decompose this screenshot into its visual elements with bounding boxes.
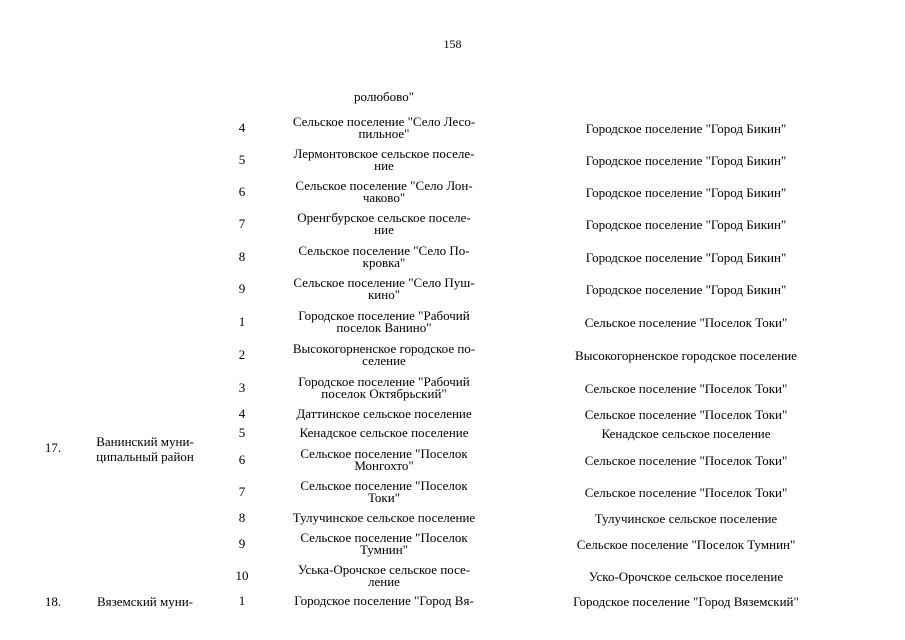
administrative-center: Сельское поселение "Поселок Токи"	[584, 380, 788, 396]
administrative-center: Городское поселение "Город Бикин"	[585, 120, 787, 136]
row-number: 6	[238, 184, 246, 199]
table-row	[0, 373, 905, 403]
district-number: 18.	[44, 594, 62, 609]
administrative-center: Сельское поселение "Поселок Токи"	[584, 484, 788, 500]
table-row	[0, 509, 905, 527]
district-number: 17.	[44, 440, 62, 455]
table-row	[0, 145, 905, 175]
row-number: 7	[238, 216, 246, 231]
row-number: 1	[238, 593, 246, 608]
row-number: 7	[238, 484, 246, 499]
settlement-name: Сельское поселение "Село Пуш- кино"	[293, 274, 475, 302]
table-row	[0, 242, 905, 272]
table-row	[0, 113, 905, 143]
settlement-name: Сельское поселение "Село Лесо- пильное"	[292, 113, 476, 141]
settlement-name: Сельское поселение "Поселок Тумнин"	[300, 529, 468, 557]
district-name: Ванинский муни- ципальный район	[96, 434, 194, 464]
settlement-name: Уська-Орочское сельское посе- ление	[297, 561, 471, 589]
row-number: 9	[238, 281, 246, 296]
administrative-center: Высокогорненское городское поселение	[575, 347, 797, 363]
settlement-name: Кенадское сельское поселение	[299, 424, 469, 440]
settlement-name: Городское поселение "Рабочий поселок Ванино"	[298, 307, 470, 335]
settlement-name: Сельское поселение "Село Лон- чаково"	[295, 177, 473, 205]
row-number: 3	[238, 380, 246, 395]
administrative-center: Городское поселение "Город Бикин"	[585, 249, 787, 265]
settlement-name: Даттинское сельское поселение	[296, 405, 472, 421]
settlement-name: Городское поселение "Рабочий поселок Октябрьский"	[298, 373, 470, 401]
row-number: 8	[238, 510, 246, 525]
row-number: 5	[238, 152, 246, 167]
table-row	[0, 177, 905, 207]
administrative-center: Сельское поселение "Поселок Тумнин"	[576, 536, 796, 552]
table-row	[0, 209, 905, 239]
table-row	[0, 307, 905, 337]
table-row	[0, 340, 905, 370]
administrative-center: Городское поселение "Город Бикин"	[585, 152, 787, 168]
table-row	[0, 561, 905, 591]
administrative-center: Городское поселение "Город Вяземский"	[573, 593, 799, 609]
row-number: 5	[238, 425, 246, 440]
settlement-name: Тулучинское сельское поселение	[292, 509, 476, 525]
administrative-center: Тулучинское сельское поселение	[594, 510, 778, 526]
settlement-name: Городское поселение "Город Вя-	[294, 592, 474, 608]
district-name: Вяземский муни-	[96, 594, 193, 609]
administrative-center: Сельское поселение "Поселок Токи"	[584, 314, 788, 330]
row-number: 6	[238, 452, 246, 467]
row-number: 4	[238, 120, 246, 135]
administrative-center: Сельское поселение "Поселок Токи"	[584, 452, 788, 468]
row-number: 10	[235, 568, 249, 583]
row-number: 1	[238, 314, 246, 329]
page-number: 158	[443, 37, 462, 51]
administrative-center: Уско-Орочское сельское поселение	[588, 568, 784, 584]
row-number: 8	[238, 249, 246, 264]
table-row	[0, 477, 905, 507]
table-row	[0, 405, 905, 423]
continuation-text: ролюбово"	[354, 89, 414, 104]
table-row	[0, 274, 905, 304]
administrative-center: Городское поселение "Город Бикин"	[585, 216, 787, 232]
settlement-name: Оренгбурское сельское поселе- ние	[297, 209, 471, 237]
settlement-name: Сельское поселение "Село По- кровка"	[298, 242, 470, 270]
settlement-name: Лермонтовское сельское поселе- ние	[293, 145, 475, 173]
administrative-center: Городское поселение "Город Бикин"	[585, 281, 787, 297]
administrative-center: Кенадское сельское поселение	[601, 425, 771, 441]
administrative-center: Сельское поселение "Поселок Токи"	[584, 406, 788, 422]
row-number: 4	[238, 406, 246, 421]
settlement-name: Сельское поселение "Поселок Токи"	[300, 477, 468, 505]
row-number: 2	[238, 347, 246, 362]
row-number: 9	[238, 536, 246, 551]
administrative-center: Городское поселение "Город Бикин"	[585, 184, 787, 200]
settlement-name: Высокогорненское городское по- селение	[292, 340, 476, 368]
table-row	[0, 529, 905, 559]
settlement-name: Сельское поселение "Поселок Монгохто"	[300, 445, 468, 473]
